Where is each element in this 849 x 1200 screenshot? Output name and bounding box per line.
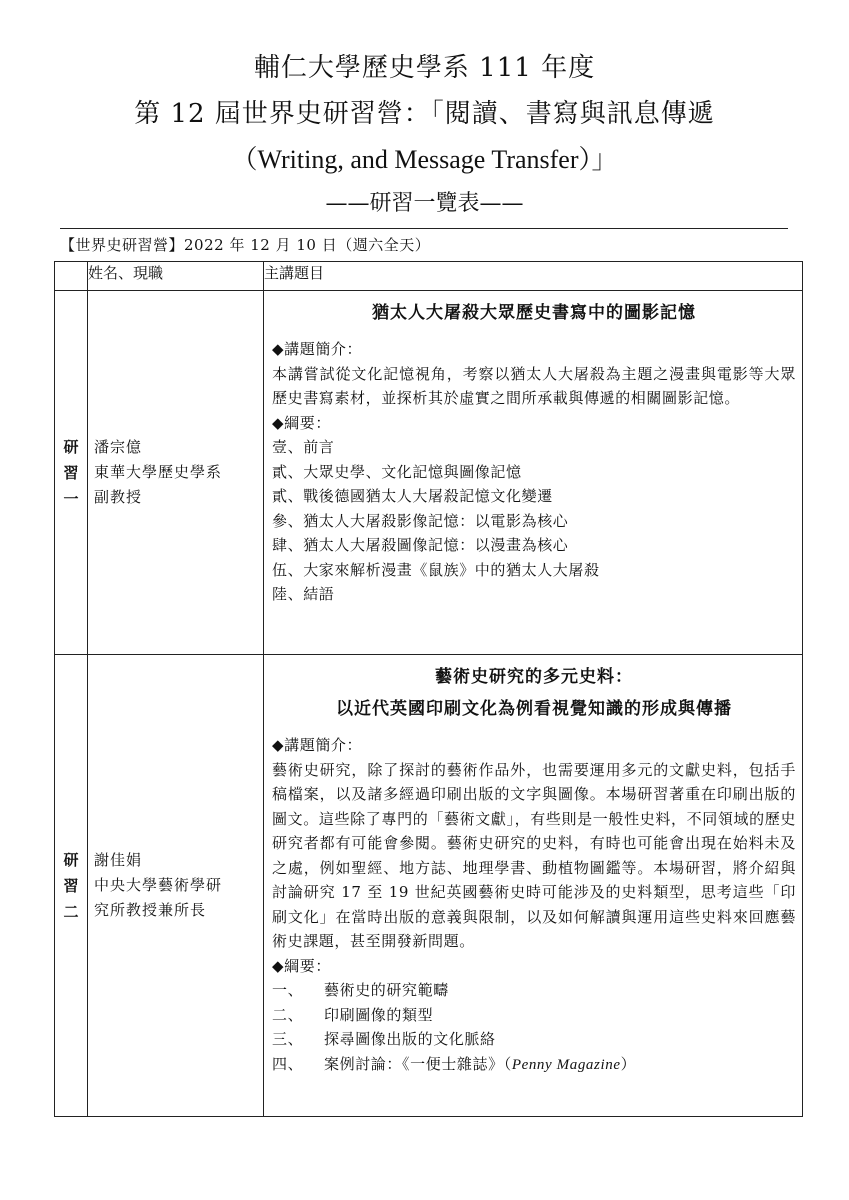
header-topic: 主講題目 (264, 262, 803, 291)
schedule-table (54, 261, 803, 1117)
outline-item: 伍、大家來解析漫畫《鼠族》中的猶太人大屠殺 (272, 560, 600, 579)
outline-item (272, 1027, 796, 1052)
topic-cell (264, 655, 803, 1117)
outline-item: 肆、猶太人大屠殺圖像記憶：以漫畫為核心 (272, 536, 569, 554)
topic-subtitle: 以近代英國印刷文化為例看視覺知識的形成與傳播 (336, 699, 732, 719)
title-line-3: （Writing, and Message Transfer）」 (231, 145, 618, 174)
topic-title: 猶太人大屠殺大眾歷史書寫中的圖影記憶 (372, 303, 696, 323)
outline-item (272, 1003, 796, 1028)
speaker-affiliation: 中央大學藝術學研 (94, 876, 223, 894)
outline-text-tail: ） (620, 1054, 637, 1073)
table-row (55, 291, 803, 655)
outline-item (272, 978, 796, 1003)
divider (60, 228, 788, 229)
outline-item: 貳、戰後德國猶太人大屠殺記憶文化變遷 (272, 487, 553, 505)
header-blank-cell (55, 262, 88, 291)
outline-number: 三、 (272, 1030, 304, 1048)
speaker-cell (88, 291, 264, 655)
outline-text: 印刷圖像的類型 (324, 1005, 434, 1024)
outline-label: ◆綱要： (272, 413, 331, 432)
header-speaker: 姓名、現職 (88, 262, 264, 291)
title-line-1: 輔仁大學歷史學系 111 年度 (253, 53, 596, 83)
table-header-row (55, 262, 803, 291)
outline-text: 探尋圖像出版的文化脈絡 (324, 1030, 496, 1048)
session-label-text: 研 習 二 (63, 850, 79, 921)
outline-number: 四、 (272, 1054, 304, 1073)
outline-text: 藝術史的研究範疇 (324, 981, 449, 999)
title-line-4: ——研習一覽表—— (325, 191, 524, 216)
topic-title: 藝術史研究的多元史料： (435, 667, 633, 687)
speaker-affiliation: 東華大學歷史學系 (94, 463, 223, 481)
session-label (55, 291, 88, 655)
event-date-caption: 【世界史研習營】2022 年 12 月 10 日（週六全天） (60, 236, 431, 254)
session-label-text: 研 習 一 (63, 437, 79, 508)
outline-text: 案例討論：《一便士雜誌》（ (324, 1054, 512, 1073)
session-label (55, 655, 88, 1117)
speaker-name: 謝佳娟 (94, 851, 143, 869)
intro-text: 藝術史研究，除了探討的藝術作品外，也需要運用多元的文獻史料，包括手稿檔案，以及諸多經過印刷出版的文字與圖像。本場研習著重在印刷出版的圖文。這些除了專門的「藝術文獻」，有些則是一般性史料，不同領域的歷史研究者都有可能會參閱。藝術史研究的史料，有時也可能會出現在始料未及之處，例如聖經、地方誌、地理學書、動植物圖鑑等。本場研習，將介紹與討論研究 17 至 19 世紀英國藝術史時可能涉及的史料類型，思考這些「印刷文化」在當時出版的意義與限制，以及如何解讀與運用這些史料來回應藝術史課題，甚至開發新問題。 (272, 760, 796, 950)
outline-item: 壹、前言 (272, 438, 335, 456)
outline-item: 陸、結語 (272, 585, 335, 603)
outline-text-english: Penny Magazine (511, 1056, 621, 1073)
outline-number: 一、 (272, 981, 304, 999)
speaker-cell (88, 655, 264, 1117)
outline-number: 二、 (272, 1005, 304, 1024)
outline-item (272, 1052, 796, 1078)
intro-text: 本講嘗試從文化記憶視角，考察以猶太人大屠殺為主題之漫畫與電影等大眾歷史書寫素材，並探析其於虛實之間所承載與傳遞的相關圖影記憶。 (272, 364, 796, 407)
document-title (0, 50, 849, 220)
table-row (55, 655, 803, 1117)
outline-label: ◆綱要： (272, 956, 331, 975)
intro-label: ◆講題簡介： (272, 340, 363, 358)
title-line-2: 第 12 屆世界史研習營：「閱讀、書寫與訊息傳遞 (134, 99, 715, 129)
speaker-name: 潘宗億 (94, 438, 143, 456)
intro-label: ◆講題簡介： (272, 736, 363, 754)
outline-item: 參、猶太人大屠殺影像記憶：以電影為核心 (272, 511, 569, 530)
topic-cell (264, 291, 803, 655)
speaker-title: 究所教授兼所長 (94, 901, 207, 919)
outline-item: 貳、大眾史學、文化記憶與圖像記憶 (272, 462, 522, 481)
speaker-title: 副教授 (94, 488, 143, 506)
